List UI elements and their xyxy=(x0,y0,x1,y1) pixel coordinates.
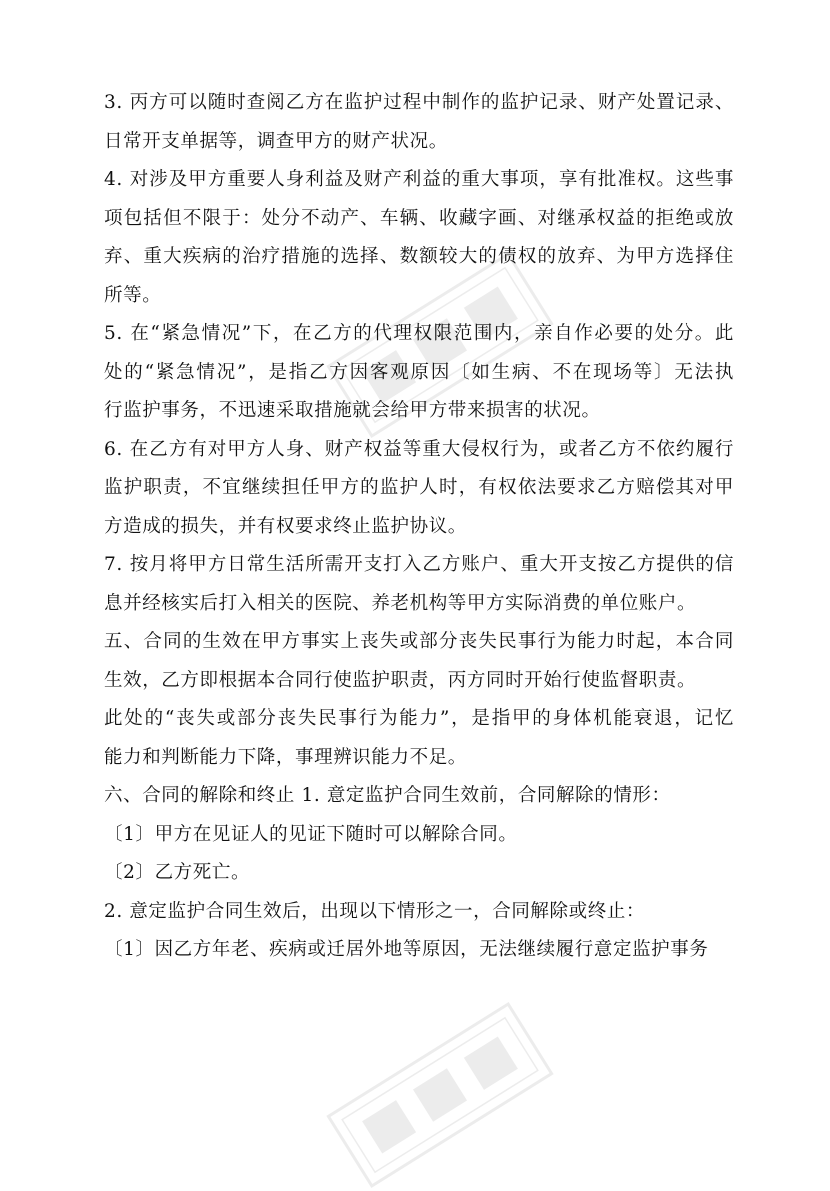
text-line: 方造成的损失，并有权要求终止监护协议。 xyxy=(104,515,467,537)
text-line: 5. 在“紧急情况”下，在乙方的代理权限范围内，亲自作必要的处分。此 xyxy=(104,323,734,344)
text-line: 〔2〕乙方死亡。 xyxy=(104,862,251,883)
text-line: 6. 在乙方有对甲方人身、财产权益等重大侵权行为，或者乙方不依约履行 xyxy=(104,438,734,460)
text-line: 处的“紧急情况”，是指乙方因客观原因〔如生病、不在现场等〕无法执 xyxy=(104,361,734,383)
text-line: 2. 意定监护合同生效后，出现以下情形之一，合同解除或终止： xyxy=(104,900,646,922)
text-line: 此处的“丧失或部分丧失民事行为能力”，是指甲的身体机能衰退，记忆 xyxy=(104,708,734,729)
document-body xyxy=(104,84,734,970)
text-line: 日常开支单据等，调查甲方的财产状况。 xyxy=(104,130,448,152)
watermark-stamp xyxy=(323,999,557,1191)
text-line: 所等。 xyxy=(104,284,162,306)
text-line: 项包括但不限于：处分不动产、车辆、收藏字画、对继承权益的拒绝或放 xyxy=(104,207,734,229)
text-line: 生效，乙方即根据本合同行使监护职责，丙方同时开始行使监督职责。 xyxy=(104,669,697,691)
document-text xyxy=(104,84,734,970)
text-line: 7. 按月将甲方日常生活所需开支打入乙方账户、重大开支按乙方提供的信 xyxy=(104,554,734,575)
text-line: 能力和判断能力下降，事理辨识能力不足。 xyxy=(104,746,467,768)
text-line: 五、合同的生效在甲方事实上丧失或部分丧失民事行为能力时起，本合同 xyxy=(104,631,734,652)
text-line: 4. 对涉及甲方重要人身利益及财产利益的重大事项，享有批准权。这些事 xyxy=(104,169,734,190)
text-line: 3. 丙方可以随时查阅乙方在监护过程中制作的监护记录、财产处置记录、 xyxy=(104,92,734,113)
text-line: 息并经核实后打入相关的医院、养老机构等甲方实际消费的单位账户。 xyxy=(104,592,697,614)
text-line: 行监护事务，不迅速采取措施就会给甲方带来损害的状况。 xyxy=(104,400,601,421)
text-line: 〔1〕甲方在见证人的见证下随时可以解除合同。 xyxy=(104,823,518,845)
text-line: 监护职责，不宜继续担任甲方的监护人时，有权依法要求乙方赔偿其对甲 xyxy=(104,477,734,498)
text-line: 弃、重大疾病的治疗措施的选择、数额较大的债权的放弃、为甲方选择住 xyxy=(104,246,734,267)
text-line: 六、合同的解除和终止 1. 意定监护合同生效前，合同解除的情形： xyxy=(104,785,671,806)
text-line: 〔1〕因乙方年老、疾病或迁居外地等原因，无法继续履行意定监护事务 xyxy=(104,939,709,960)
